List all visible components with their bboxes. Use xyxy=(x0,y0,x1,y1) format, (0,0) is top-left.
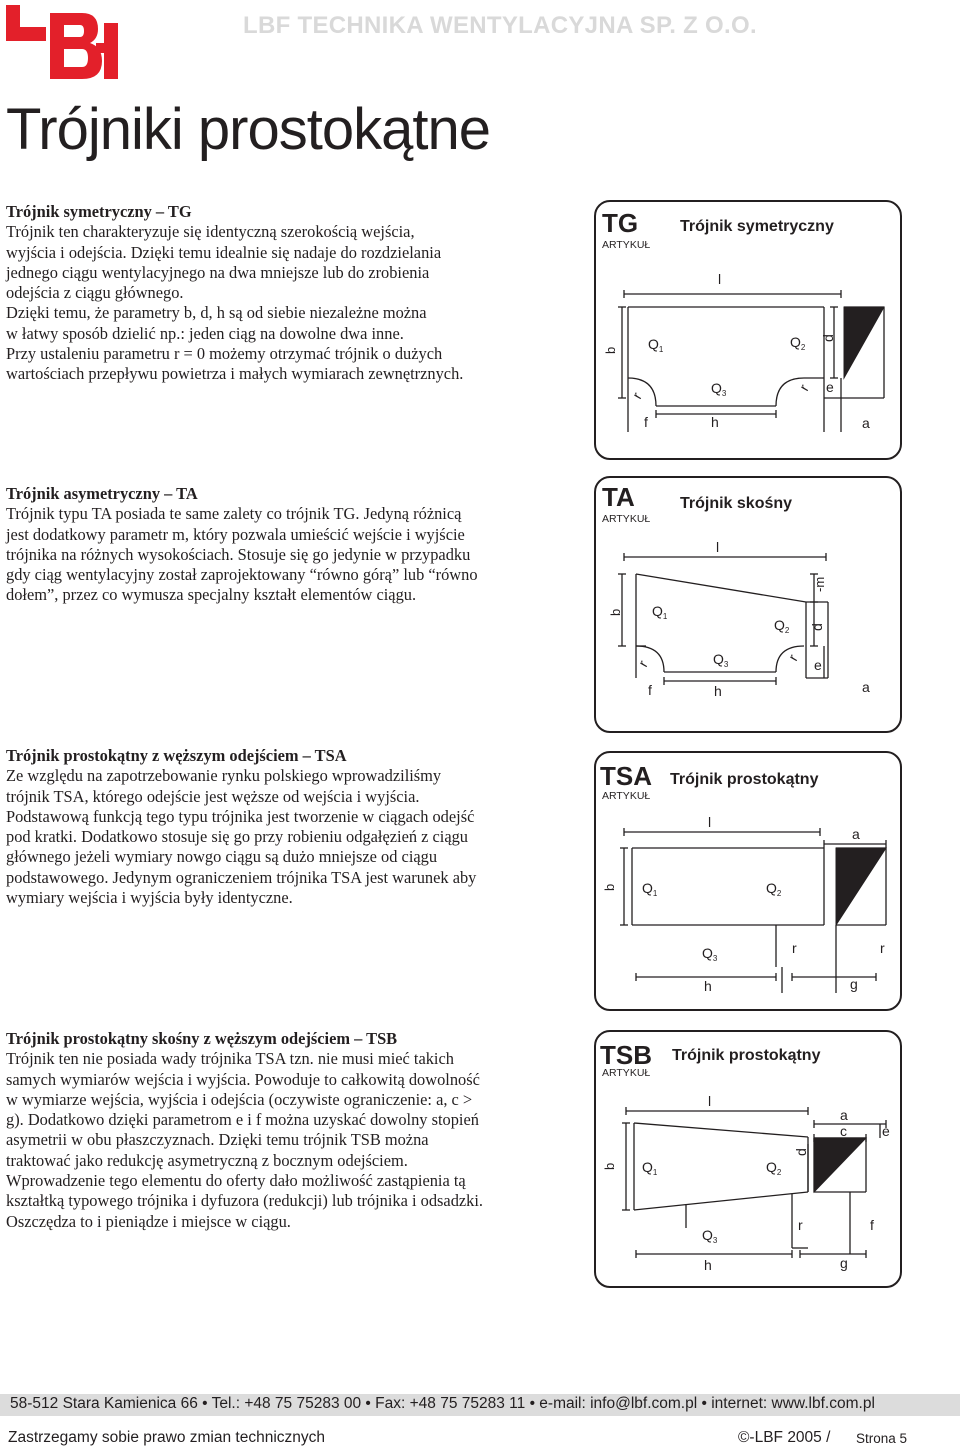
label-e: e xyxy=(814,657,822,673)
label-a: a xyxy=(862,679,870,695)
card-code: TSB xyxy=(600,1040,652,1070)
label-b: b xyxy=(603,346,618,354)
label-r1: r xyxy=(792,940,797,956)
section-line: w łatwy sposób dzielić np.: jeden ciąg na dowolne dwa inne. xyxy=(6,323,404,343)
section-title: Trójnik prostokątny skośny z węższym odejściem – TSB xyxy=(6,1029,398,1048)
label-q3: $Q_3$ xyxy=(702,1227,718,1245)
section-line: gdy ciąg wentylacyjny został zaprojektowany “równo górą” lub “równo xyxy=(6,565,478,585)
label-h: h xyxy=(704,978,712,994)
section-line: traktować jako redukcję asymetryczną z bocznym odejściem. xyxy=(6,1150,408,1170)
label-g: g xyxy=(840,1255,848,1271)
section-line: Podstawową funkcją tego typu trójnika jest tworzenie w ciągach odejść xyxy=(6,806,475,826)
section-tsa xyxy=(6,746,546,908)
section-line: jednego ciągu wentylacyjnego na dwa mniejsze lub do zrobienia xyxy=(6,262,430,282)
card-ta xyxy=(594,476,902,733)
section-line: odejścia z ciągu głównego. xyxy=(6,283,184,303)
card-name: Trójnik skośny xyxy=(680,495,793,512)
label-b: b xyxy=(608,608,623,616)
label-q3: $Q_3$ xyxy=(702,945,718,963)
label-d: d xyxy=(809,623,825,631)
label-f: f xyxy=(648,682,652,698)
section-line: wyjścia i odejścia. Dzięki temu idealnie się nadaje do rozdzielania xyxy=(6,242,442,262)
label-r-right: r xyxy=(784,651,801,664)
section-line: g). Dodatkowo dzięki parametrom e i f można uzyskać dowolny stopień xyxy=(6,1110,479,1130)
card-code: TG xyxy=(602,208,639,238)
footer-page-number: Strona 5 xyxy=(856,1431,908,1446)
section-line: Wprowadzenie tego elementu do oferty dało możliwość zastąpienia tą xyxy=(6,1171,466,1191)
label-f: f xyxy=(870,1217,874,1233)
label-m: -m xyxy=(812,576,827,592)
label-q1: $Q_1$ xyxy=(642,880,658,898)
label-h: h xyxy=(714,683,722,699)
label-q1: $Q_1$ xyxy=(652,603,668,621)
label-l: l xyxy=(708,1093,712,1109)
section-line: Trójnik ten charakteryzuje się identyczną szerokością wejścia, xyxy=(6,222,415,242)
footer-address: 58-512 Stara Kamienica 66 • Tel.: +48 75 75283 00 • Fax: +48 75 75283 11 • e-mail: info@lbf.com.pl • internet: www.lbf.com.pl xyxy=(10,1395,875,1412)
label-q3: $Q_3$ xyxy=(711,380,727,398)
tg-diagram xyxy=(596,202,904,462)
section-ta xyxy=(6,484,546,606)
label-l: l xyxy=(718,271,722,287)
label-l: l xyxy=(708,814,712,830)
label-r-right: r xyxy=(795,381,812,394)
label-q2: $Q_2$ xyxy=(766,1159,782,1177)
label-a: a xyxy=(840,1107,848,1123)
section-line: asymetrii w obu płaszczyznach. Dzięki temu trójnik TSB można xyxy=(6,1130,429,1150)
section-line: samych wymiarów wejścia i wyjścia. Powoduje to całkowitą dowolność xyxy=(6,1069,480,1089)
label-q2: $Q_2$ xyxy=(766,880,782,898)
section-line: dołem”, przez co wymusza specjalny kształt elementów ciągu. xyxy=(6,585,417,605)
section-line: Oszczędza to i pieniądze i miejsce w ciągu. xyxy=(6,1211,291,1231)
card-code: TA xyxy=(602,482,635,512)
section-line: wymiary wejścia i wyjścia były identyczne. xyxy=(6,888,293,908)
label-d: d xyxy=(793,1148,809,1156)
label-c: c xyxy=(840,1123,847,1139)
section-line: Ze względu na zapotrzebowanie rynku polskiego wprowadziliśmy xyxy=(6,766,442,786)
artykul-label: ARTYKUŁ xyxy=(602,1067,651,1079)
label-e: e xyxy=(826,379,834,395)
label-h: h xyxy=(704,1257,712,1273)
section-title: Trójnik prostokątny z węższym odejściem – TSA xyxy=(6,746,347,765)
section-line: głównego jeżeli wymiary nowgo ciągu są dużo mniejsze od ciągu xyxy=(6,847,438,867)
section-line: trójnik TSA, którego odejście jest węższe od wejścia i wyjścia. xyxy=(6,786,420,806)
label-q3: $Q_3$ xyxy=(713,651,729,669)
card-code: TSA xyxy=(600,761,652,791)
label-q1: $Q_1$ xyxy=(648,336,664,354)
label-b: b xyxy=(602,883,617,891)
lbf-logo xyxy=(6,5,118,83)
label-b: b xyxy=(602,1162,617,1170)
footer-copyright: ©-LBF 2005 / xyxy=(738,1429,831,1446)
section-line: Dzięki temu, że parametry b, d, h są od siebie niezależne można xyxy=(6,303,427,323)
label-q1: $Q_1$ xyxy=(642,1159,658,1177)
label-q2: $Q_2$ xyxy=(774,617,790,635)
card-name: Trójnik symetryczny xyxy=(680,218,834,235)
section-line: trójnika na różnych wysokościach. Stosuje się go jedynie w przypadku xyxy=(6,544,471,564)
section-tg xyxy=(6,202,546,385)
section-line: wartościach przepływu powietrza i małych wymiarach zewnętrznych. xyxy=(6,364,464,384)
footer-note: Zastrzegamy sobie prawo zmian technicznych xyxy=(8,1429,326,1446)
label-r: r xyxy=(798,1217,803,1233)
section-line: kształtką typowego trójnika i dyfuzora (redukcji) lub trójnika i odsadzki. xyxy=(6,1191,484,1211)
label-r-left: r xyxy=(634,657,651,670)
page-title: Trójniki prostokątne xyxy=(6,97,490,162)
section-line: Przy ustaleniu parametru r = 0 możemy otrzymać trójnik o dużych xyxy=(6,344,443,364)
label-g: g xyxy=(850,976,858,992)
section-line: Trójnik typu TA posiada te same zalety co trójnik TG. Jedyną różnicą xyxy=(6,504,462,524)
section-line: podstawowego. Jedynym ograniczeniem trójnika TSA jest warunek aby xyxy=(6,867,477,887)
label-e: e xyxy=(882,1123,890,1139)
artykul-label: ARTYKUŁ xyxy=(602,239,651,251)
label-l: l xyxy=(716,539,720,555)
tsb-diagram xyxy=(596,1032,904,1290)
card-tsa xyxy=(594,751,902,1011)
card-tsb xyxy=(594,1030,902,1288)
card-name: Trójnik prostokątny xyxy=(670,771,819,788)
label-a: a xyxy=(862,415,870,431)
card-tg xyxy=(594,200,902,460)
label-r-left: r xyxy=(628,389,645,402)
label-d: d xyxy=(820,334,836,342)
card-name: Trójnik prostokątny xyxy=(672,1047,821,1064)
label-a: a xyxy=(852,826,860,842)
label-h: h xyxy=(711,414,719,430)
section-line: Trójnik ten nie posiada wady trójnika TSA tzn. nie musi mieć takich xyxy=(6,1049,454,1069)
label-q2: $Q_2$ xyxy=(790,334,806,352)
section-title: Trójnik symetryczny – TG xyxy=(6,202,192,221)
artykul-label: ARTYKUŁ xyxy=(602,790,651,802)
label-f: f xyxy=(644,414,648,430)
tsa-diagram xyxy=(596,753,904,1013)
ta-diagram xyxy=(596,478,904,735)
section-line: jest dodatkowy parametr m, który pozwala umieścić wejście i wyjście xyxy=(6,524,465,544)
section-line: w wymiarze wejścia, wyjścia i odejścia (oczywiste ograniczenie: a, c > xyxy=(6,1089,473,1109)
company-name: LBF TECHNIKA WENTYLACYJNA SP. Z O.O. xyxy=(243,12,757,39)
section-tsb xyxy=(6,1029,546,1232)
section-title: Trójnik asymetryczny – TA xyxy=(6,484,198,503)
artykul-label: ARTYKUŁ xyxy=(602,513,651,525)
label-r2: r xyxy=(880,940,885,956)
section-line: pod kratki. Dodatkowo stosuje się go przy robieniu odgałęzień z ciągu xyxy=(6,827,469,847)
